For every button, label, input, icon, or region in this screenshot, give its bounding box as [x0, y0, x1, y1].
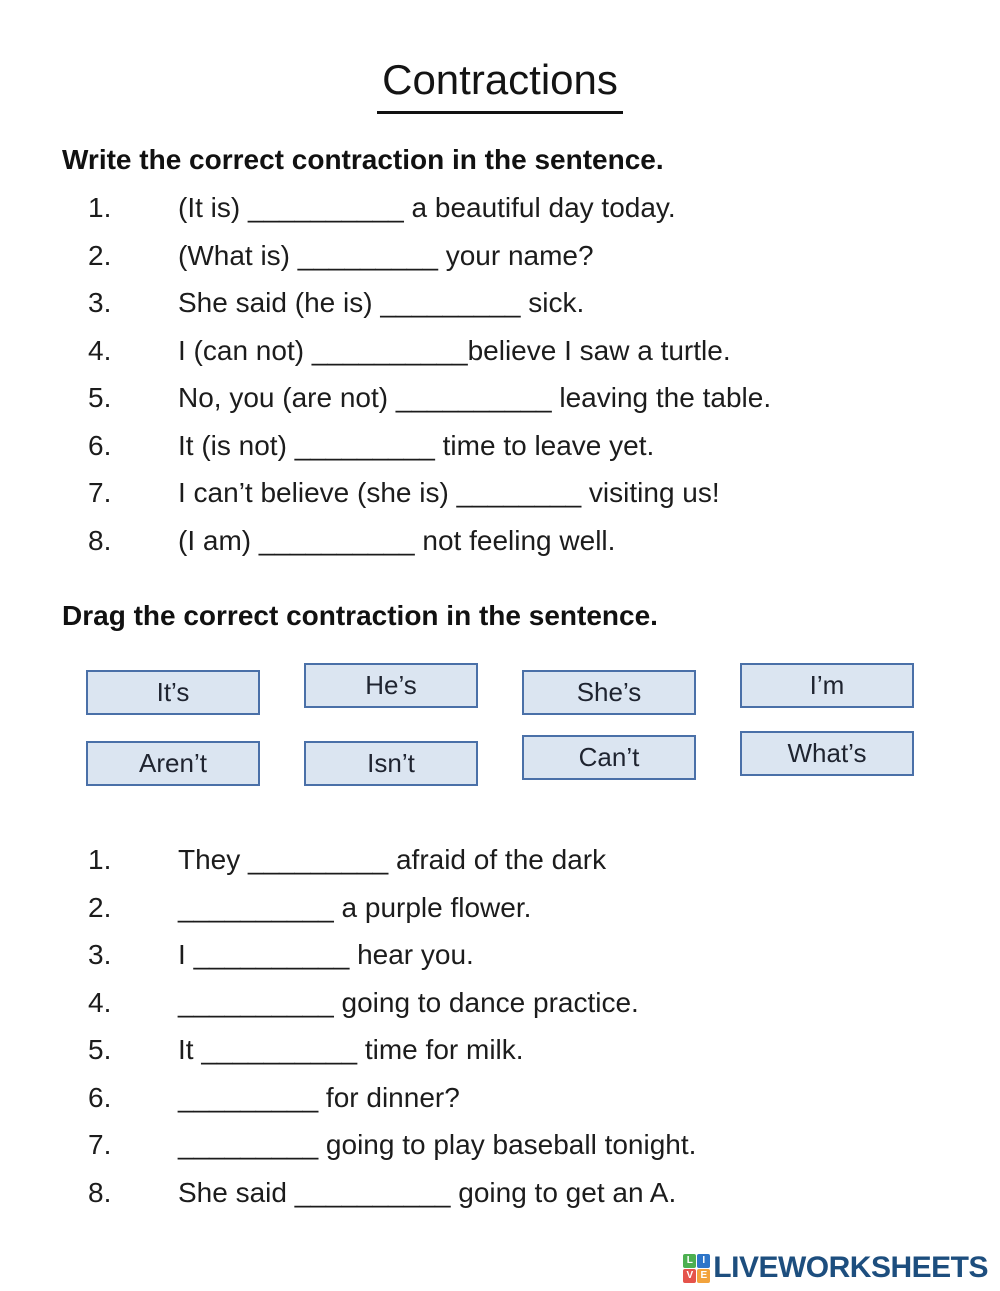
sentence-text: time to leave yet.: [434, 429, 655, 461]
sentence-text: I: [178, 939, 194, 970]
item-number: 1.: [88, 192, 112, 223]
sentence-text: believe I saw a turtle.: [467, 334, 731, 366]
drop-blank[interactable]: _________: [178, 1081, 319, 1113]
item-number: 2.: [88, 891, 112, 923]
sentence-text: a purple flower.: [333, 891, 532, 923]
item-number: 7.: [88, 477, 112, 508]
item-number: 6.: [88, 429, 112, 461]
drag-sentence-list: [0, 836, 1000, 1216]
item-number: 3.: [88, 287, 112, 318]
item-number: 6.: [88, 1081, 112, 1113]
sentence-text: hear you.: [349, 939, 474, 970]
drop-blank[interactable]: __________: [178, 986, 334, 1018]
drag-item-6: [0, 1074, 1000, 1122]
sentence-text: a beautiful day today.: [403, 192, 676, 223]
word-bank-row-1: [86, 670, 914, 715]
drop-blank[interactable]: _________: [178, 1129, 319, 1160]
item-number: 4.: [88, 986, 112, 1018]
drop-blank[interactable]: _________: [248, 844, 389, 875]
drop-blank[interactable]: __________: [193, 939, 350, 970]
write-item-8: [0, 517, 1000, 565]
word-bank-row-2: [86, 738, 914, 786]
item-number: 3.: [88, 939, 112, 970]
word-chip-im[interactable]: I’m: [740, 663, 914, 708]
drag-item-7: [0, 1121, 1000, 1169]
sentence-text: sick.: [520, 287, 585, 318]
sentence-text: She said: [178, 1176, 295, 1208]
sentence-text: leaving the table.: [551, 382, 772, 413]
sentence-text: (I am): [178, 524, 259, 556]
sentence-text: going to get an A.: [450, 1176, 677, 1208]
sentence-text: It (is not): [178, 429, 295, 461]
item-number: 1.: [88, 844, 112, 875]
drag-item-5: [0, 1026, 1000, 1074]
write-item-1: [0, 184, 1000, 232]
answer-blank[interactable]: __________: [395, 382, 552, 413]
drag-item-4: [0, 979, 1000, 1027]
drag-item-8: [0, 1169, 1000, 1217]
item-number: 8.: [88, 524, 112, 556]
write-item-6: [0, 422, 1000, 470]
word-bank: [86, 670, 914, 786]
drop-blank[interactable]: __________: [201, 1034, 358, 1065]
item-number: 4.: [88, 334, 112, 366]
sentence-text: time for milk.: [357, 1034, 524, 1065]
word-chip-cant[interactable]: Can’t: [522, 735, 696, 780]
sentence-text: No, you (are not): [178, 382, 396, 413]
sentence-text: She said (he is): [178, 287, 381, 318]
page-title-text: Contractions: [377, 56, 623, 114]
write-item-5: [0, 374, 1000, 422]
sentence-text: I (can not): [178, 334, 312, 366]
logo-tile-l-icon: L: [683, 1254, 696, 1268]
drag-item-3: [0, 931, 1000, 979]
item-number: 2.: [88, 239, 112, 271]
drag-item-1: [0, 836, 1000, 884]
sentence-text: not feeling well.: [414, 524, 616, 556]
drop-blank[interactable]: __________: [178, 891, 334, 923]
write-sentence-list: [0, 184, 1000, 564]
word-chip-isnt[interactable]: Isn’t: [304, 741, 478, 786]
answer-blank[interactable]: __________: [258, 524, 415, 556]
answer-blank[interactable]: _________: [297, 239, 438, 271]
sentence-text: going to play baseball tonight.: [318, 1129, 697, 1160]
drag-section: [0, 600, 1000, 1216]
liveworksheets-logo[interactable]: [683, 1251, 988, 1285]
drag-section-heading: Drag the correct contraction in the sentence.: [62, 600, 658, 631]
drop-blank[interactable]: __________: [294, 1176, 451, 1208]
page-title: [0, 56, 1000, 114]
sentence-text: I can’t believe (she is): [178, 477, 457, 508]
sentence-text: (What is): [178, 239, 298, 271]
word-chip-arent[interactable]: Aren’t: [86, 741, 260, 786]
item-number: 7.: [88, 1129, 112, 1160]
answer-blank[interactable]: __________: [248, 192, 404, 223]
sentence-text: going to dance practice.: [333, 986, 639, 1018]
write-item-2: [0, 232, 1000, 280]
sentence-text: (It is): [178, 192, 248, 223]
write-item-4: [0, 327, 1000, 375]
item-number: 5.: [88, 1034, 112, 1065]
sentence-text: for dinner?: [318, 1081, 460, 1113]
brand-name: LIVEWORKSHEETS: [713, 1251, 988, 1284]
sentence-text: visiting us!: [581, 477, 720, 508]
sentence-text: It: [178, 1034, 202, 1065]
logo-tile-v-icon: V: [683, 1269, 696, 1283]
answer-blank[interactable]: __________: [311, 334, 468, 366]
sentence-text: afraid of the dark: [388, 844, 607, 875]
liveworksheets-icon: [683, 1254, 710, 1283]
word-chip-whats[interactable]: What’s: [740, 731, 914, 776]
write-section-heading: Write the correct contraction in the sentence.: [62, 144, 664, 175]
word-chip-its[interactable]: It’s: [86, 670, 260, 715]
sentence-text: your name?: [437, 239, 594, 271]
write-section: [0, 144, 1000, 564]
word-chip-shes[interactable]: She’s: [522, 670, 696, 715]
answer-blank[interactable]: _________: [380, 287, 521, 318]
write-item-7: [0, 469, 1000, 517]
item-number: 5.: [88, 382, 112, 413]
drag-item-2: [0, 884, 1000, 932]
logo-tile-e-icon: E: [697, 1269, 710, 1283]
sentence-text: They: [178, 844, 249, 875]
write-item-3: [0, 279, 1000, 327]
item-number: 8.: [88, 1176, 112, 1208]
answer-blank[interactable]: _________: [294, 429, 435, 461]
word-chip-hes[interactable]: He’s: [304, 663, 478, 708]
answer-blank[interactable]: ________: [456, 477, 582, 508]
logo-tile-i-icon: I: [697, 1254, 710, 1268]
